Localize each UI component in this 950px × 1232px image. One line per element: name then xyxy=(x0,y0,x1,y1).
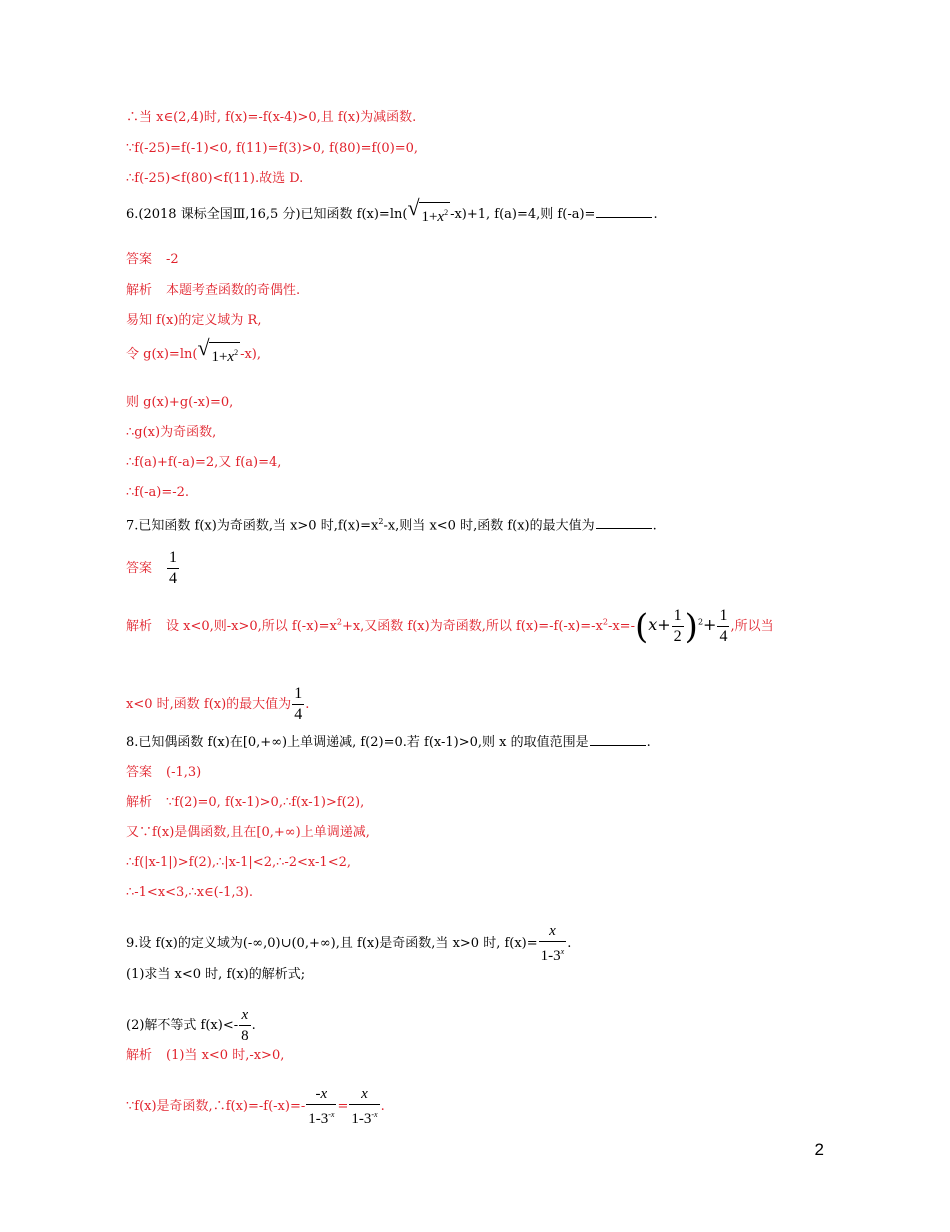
answer-blank xyxy=(596,205,652,218)
fraction: $\frac{x}{1-3^{-x}}$ xyxy=(351,1086,378,1127)
solution-line: 又∵f(x)是偶函数,且在[0,+∞)上单调递减, xyxy=(126,825,370,840)
page-number: 2 xyxy=(814,1140,824,1159)
solution-line: 易知 f(x)的定义域为 R, xyxy=(126,313,262,328)
fraction: $\frac{1}{4}$ xyxy=(294,685,303,723)
solution-6-header: 解析 本题考查函数的奇偶性. xyxy=(126,283,301,298)
solution-line: ∵f(x)是奇函数,∴f(x)=-f(-x)=- $\frac{-x}{1-3^{-x}}$ = $\frac{x}{1-3^{-x}}$ . xyxy=(126,1086,385,1127)
sqrt-expression: √ $1+x^2$ xyxy=(197,335,239,365)
solution-line: ∴f(|x-1|)>f(2),∴|x-1|<2,∴-2<x-1<2, xyxy=(126,855,351,870)
solution-line: 令 g(x)=ln( √ $1+x^2$ -x), xyxy=(126,335,262,365)
sqrt-expression: √ $1+x^2$ xyxy=(407,195,449,225)
answer-6: 答案 -2 xyxy=(126,252,179,267)
solution-7: 解析 设 x<0,则-x>0,所以 $f(-x)=x^2+x$,又函数 f(x)为奇函数,所以 $f(x)=-f(-x)=-x^2-x=-(x+$ $\frac{1}{2}$ )$^2$+ $\frac{1}{4}$ ,所以当 xyxy=(126,606,774,647)
solution-line: ∴-1<x<3,∴x∈(-1,3). xyxy=(126,885,254,900)
fraction: $\frac{x}{8}$ xyxy=(241,1007,249,1044)
solution-9-header: 解析 (1)当 x<0 时,-x>0, xyxy=(126,1048,285,1063)
answer-8: 答案 (-1,3) xyxy=(126,765,202,780)
fraction: $\frac{1}{2}$ xyxy=(673,607,682,645)
solution-8-header: 解析 ∵f(2)=0, f(x-1)>0,∴f(x-1)>f(2), xyxy=(126,795,365,810)
fraction: $\frac{1}{4}$ xyxy=(169,549,178,587)
solution-line: ∴g(x)为奇函数, xyxy=(126,425,217,440)
solution-line: ∴f(-a)=-2. xyxy=(126,485,190,500)
answer-blank xyxy=(590,733,646,746)
fraction: $\frac{-x}{1-3^{-x}}$ xyxy=(308,1086,335,1127)
solution-line: x<0 时,函数 f(x)的最大值为 $\frac{1}{4}$ . xyxy=(126,685,310,723)
answer-7: 答案 $\frac{1}{4}$ xyxy=(126,549,178,587)
question-9-part-1: (1)求当 x<0 时, f(x)的解析式; xyxy=(126,967,306,982)
answer-blank xyxy=(596,516,652,529)
solution-line: 则 g(x)+g(-x)=0, xyxy=(126,395,234,410)
question-9-part-2: (2)解不等式 f(x)<- $\frac{x}{8}$ . xyxy=(126,1007,256,1044)
fraction: $\frac{1}{4}$ xyxy=(719,607,728,645)
solution-line: ∴f(a)+f(-a)=2,又 f(a)=4, xyxy=(126,455,282,470)
solution-line: ∵f(-25)=f(-1)<0, f(11)=f(3)>0, f(80)=f(0)=0, xyxy=(126,141,419,156)
question-6: 6.(2018 课标全国Ⅲ,16,5 分)已知函数 f(x)=ln( √ $1+x^2$ -x)+1, f(a)=4,则 f(-a)= . xyxy=(126,195,658,225)
question-8: 8.已知偶函数 f(x)在[0,+∞)上单调递减, f(2)=0.若 f(x-1)>0,则 x 的取值范围是 . xyxy=(126,735,651,750)
solution-line: ∴当 x∈(2,4)时, f(x)=-f(x-4)>0,且 f(x)为减函数. xyxy=(126,110,417,125)
fraction: $\frac{x}{1-3^x}$ xyxy=(540,923,565,964)
solution-line: ∴f(-25)<f(80)<f(11).故选 D. xyxy=(126,171,304,186)
question-7: 7.已知函数 f(x)为奇函数,当 x>0 时$,f(x)=x^2-x$,则当 x<0 时,函数 f(x)的最大值为 . xyxy=(126,517,657,534)
question-9: 9.设 f(x)的定义域为(-∞,0)∪(0,+∞),且 f(x)是奇函数,当 x>0 时, f(x)= $\frac{x}{1-3^x}$ . xyxy=(126,923,572,964)
